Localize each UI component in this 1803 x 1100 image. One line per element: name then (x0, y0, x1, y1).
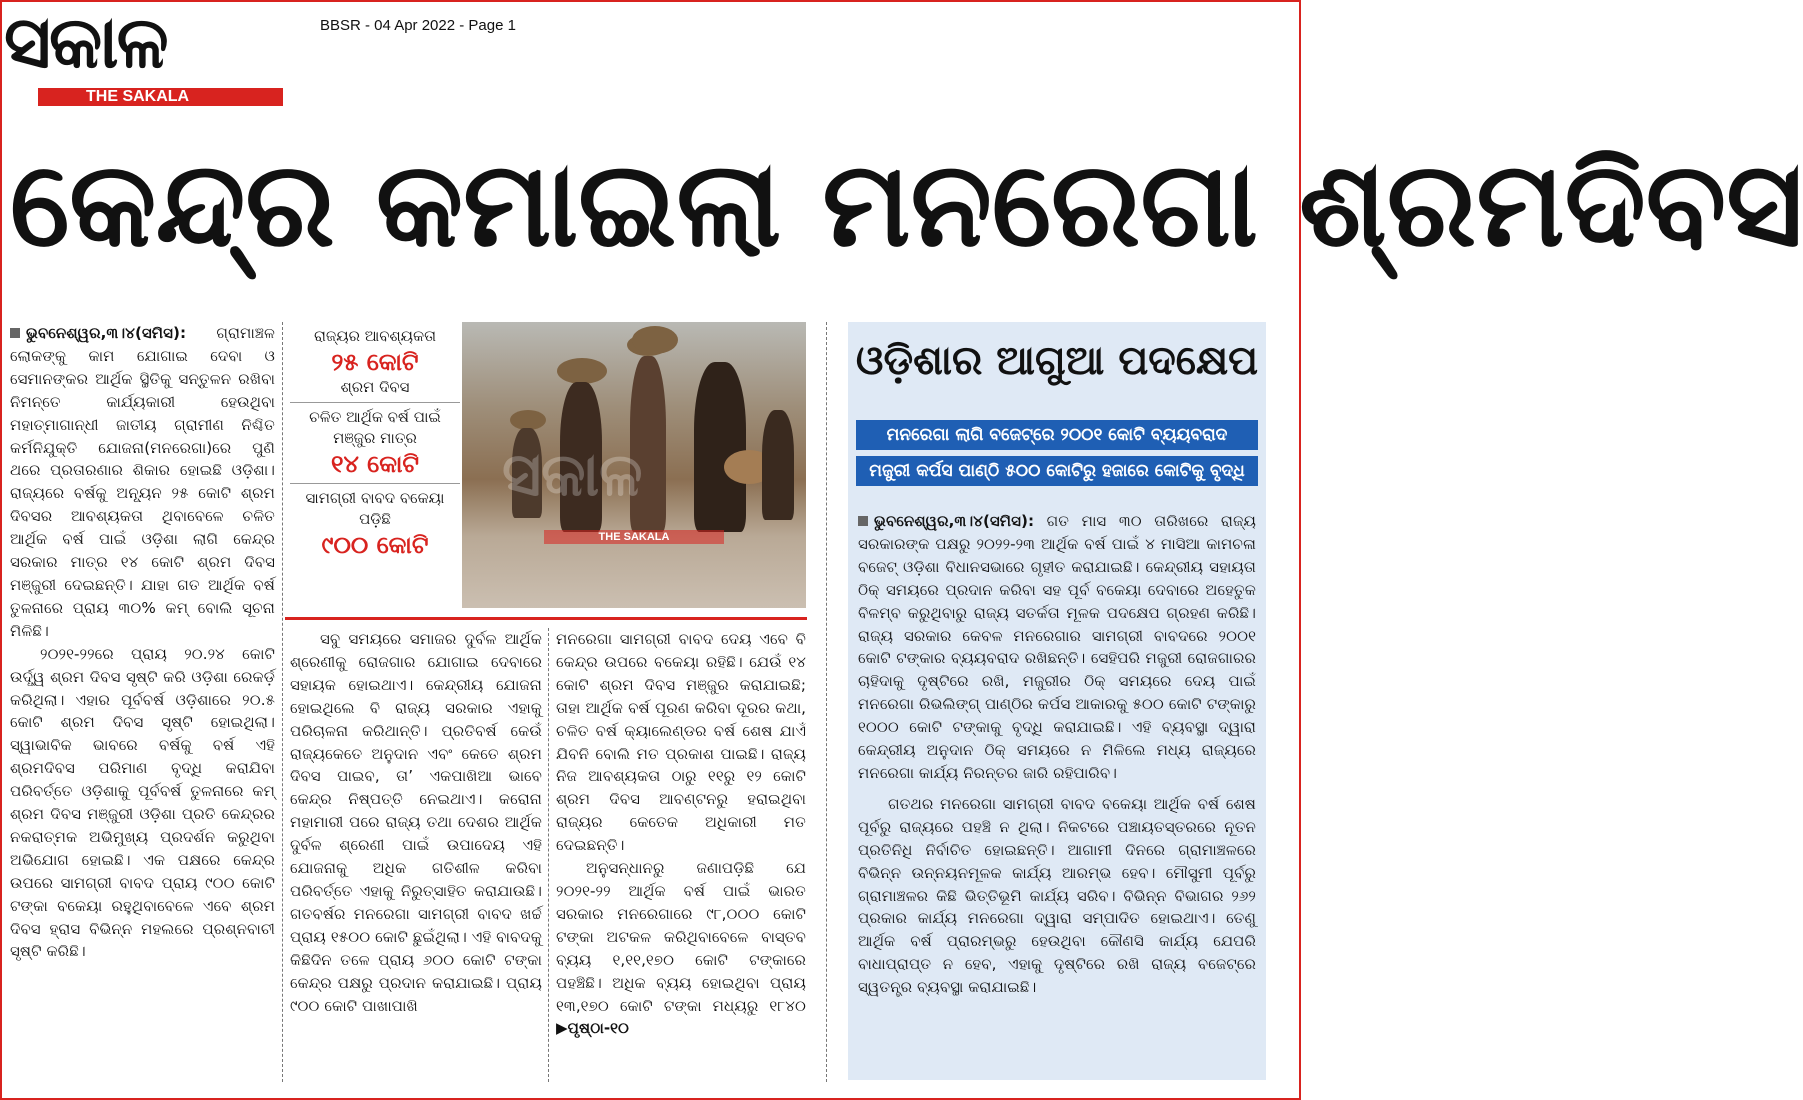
stat-value: ୯୦୦ କୋଟି (321, 531, 429, 559)
section-rule (285, 617, 807, 620)
sidebar-paragraph (858, 510, 1256, 785)
story-paragraph (10, 322, 275, 643)
sidebar-box (848, 322, 1266, 1080)
stat-requirement (290, 322, 460, 403)
logo-subtitle: THE SAKALA (86, 88, 190, 105)
story-paragraph: ୨୦୨୧-୨୨ରେ ପ୍ରାୟ ୨୦.୨୪ କୋଟି ଉର୍ଦ୍ଧ୍ୱ ଶ୍ରମ ଦିବସ ସୃଷ୍ଟି କରି ଓଡ଼ିଶା ରେକର୍ଡ଼ କରିଥିଲା। ଏହାର ପୂର୍ବବର୍ଷ ଓଡ଼ିଶାରେ ୨୦.୫ କୋଟି ଶ୍ରମ ଦିବସ ସୃଷ୍ଟି ହୋଇଥିଲା। ସ୍ୱାଭାବିକ ଭାବରେ ବର୍ଷକୁ ବର୍ଷ ଏହି ଶ୍ରମଦିବସ ପରିମାଣ ବୃଦ୍ଧି କରାଯିବା ପରିବର୍ତ୍ତେ ଓଡ଼ିଶାକୁ ପୂର୍ବବର୍ଷ ତୁଳନାରେ କମ୍ ଶ୍ରମ ଦିବସ ମଞ୍ଜୁରୀ ଓଡ଼ିଶା ପ୍ରତି କେନ୍ଦ୍ରର ନକରାତ୍ମକ ଅଭିମୁଖ୍ୟ ପ୍ରଦର୍ଶନ କରୁଥିବା ଅଭିଯୋଗ ହୋଇଛି। ଏକ ପକ୍ଷରେ କେନ୍ଦ୍ର ଉପରେ ସାମଗ୍ରୀ ବାବଦ ପ୍ରାୟ ୯୦୦ କୋଟି ଟଙ୍କା ବକେୟା ରହୁଥିବାବେଳେ ଏବେ ଶ୍ରମ ଦିବସ ହ୍ରାସ ବିଭିନ୍ନ ମହଲରେ ପ୍ରଶ୍ନବାଚୀ ସୃଷ୍ଟି କରିଛି। (10, 644, 275, 961)
column-divider (548, 628, 549, 1082)
story-column-2 (290, 628, 542, 1082)
stat-label: ରାଜ୍ୟର ଆବଶ୍ୟକତା (313, 327, 437, 345)
stat-value: ୧୪ କୋଟି (330, 450, 420, 478)
stat-sanctioned (290, 403, 460, 484)
stats-panel (290, 322, 460, 608)
logo-wordmark: ସକାଳ (4, 0, 167, 84)
stat-unit: ଶ୍ରମ ଦିବସ (340, 378, 410, 396)
story-column-3 (556, 628, 806, 1082)
photo-watermark-subtitle: THE SAKALA (544, 530, 724, 544)
story-text: ଗ୍ରାମାଞ୍ଚଳ ଲୋକଙ୍କୁ କାମ ଯୋଗାଇ ଦେବା ଓ ସେମାନଙ୍କର ଆର୍ଥିକ ସ୍ଥିତିକୁ ସନ୍ତୁଳନ ରଖିବା ନିମନ୍ତେ କାର୍ଯ୍ୟକାରୀ ହେଉଥିବା ମହାତ୍ମାଗାନ୍ଧୀ ଜାତୀୟ ଗ୍ରାମୀଣ ନିଶ୍ଚିତ କର୍ମନିଯୁକ୍ତି ଯୋଜନା(ମନରେଗା)ରେ ପୁଣି ଥରେ ପ୍ରତାରଣାର ଶିକାର ହୋଇଛି ଓଡ଼ିଶା। ରାଜ୍ୟରେ ବର୍ଷକୁ ଅନ୍ୟୂନ ୨୫ କୋଟି ଶ୍ରମ ଦିବସର ଆବଶ୍ୟକତା ଥିବାବେଳେ ଚଳିତ ଆର୍ଥିକ ବର୍ଷ ପାଇଁ ଓଡ଼ିଶା ଲାଗି କେନ୍ଦ୍ର ସରକାର ମାତ୍ର ୧୪ କୋଟି ଶ୍ରମ ଦିବସ ମଞ୍ଜୁରୀ ଦେଇଛନ୍ତି। ଯାହା ଗତ ଆର୍ଥିକ ବର୍ଷ ତୁଳନାରେ ପ୍ରାୟ ୩୦% କମ୍ ବୋଲି ସୂଚନା ମିଳିଛି। (10, 324, 275, 640)
sidebar-dateline: ଭୁବନେଶ୍ୱର,୩।୪(ସମିସ): (874, 512, 1035, 530)
bullet-square-icon (858, 516, 868, 526)
dateline: ଭୁବନେଶ୍ୱର,୩।୪(ସମିସ): (26, 324, 187, 342)
photo-worker (762, 410, 794, 520)
sidebar-text-body: ଗତ ମାସ ୩୦ ତାରିଖରେ ରାଜ୍ୟ ସରକାରଙ୍କ ପକ୍ଷରୁ ୨୦୨୨-୨୩ ଆର୍ଥିକ ବର୍ଷ ପାଇଁ ୪ ମାସିଆ କାମଚଳା ବଜେଟ୍ ଓଡ଼ିଶା ବିଧାନସଭାରେ ଗୃହୀତ କରାଯାଇଛି। କେନ୍ଦ୍ରୀୟ ସହାୟତା ଠିକ୍ ସମୟରେ ପ୍ରଦାନ କରିବା ସହ ପୂର୍ବ ବକେୟା ଦେବାରେ ଅହେତୁକ ବିଳମ୍ବ କରୁଥିବାରୁ ରାଜ୍ୟ ସତର୍କତା ମୂଳକ ପଦକ୍ଷେପ ଗ୍ରହଣ କରିଛି। ରାଜ୍ୟ ସରକାର କେବଳ ମନରେଗାର ସାମଗ୍ରୀ ବାବଦରେ ୨୦୦୧ କୋଟି ଟଙ୍କାର ବ୍ୟୟବରାଦ ରଖିଛନ୍ତି। ସେହିପରି ମଜୁରୀ ରୋଜଗାରର ଚାହିଦାକୁ ଦୃଷ୍ଟିରେ ରଖି, ମଜୁରୀର ଠିକ୍ ସମୟରେ ଦେୟ ପାଇଁ ମନରେଗା ରିଭଲିଙ୍ଗ୍ ପାଣ୍ଠିର କର୍ପସ ଆକାରକୁ ୫୦୦ କୋଟି ଟଙ୍କାରୁ ୧୦୦୦ କୋଟି ଟଙ୍କାକୁ ବୃଦ୍ଧି କରାଯାଇଛି। ଏହି ବ୍ୟବସ୍ଥା ଦ୍ୱାରା କେନ୍ଦ୍ରୀୟ ଅନୁଦାନ ଠିକ୍ ସମୟରେ ନ ମିଳିଲେ ମଧ୍ୟ ରାଜ୍ୟରେ ମନରେଗା କାର୍ଯ୍ୟ ନିରନ୍ତର ଜାରି ରହିପାରିବ। (858, 512, 1256, 782)
photo-basket (510, 410, 546, 430)
photo-worker (694, 362, 746, 532)
news-photo (462, 322, 806, 608)
story-text: ଅନୁସନ୍ଧାନରୁ ଜଣାପଡ଼ିଛି ଯେ ୨୦୨୧-୨୨ ଆର୍ଥିକ ବର୍ଷ ପାଇଁ ଭାରତ ସରକାର ମନରେଗାରେ ୯୮,୦୦୦ କୋଟି ଟଙ୍କା ଅଟକଳ କରିଥିବାବେଳେ ବାସ୍ତବ ବ୍ୟୟ ୧,୧୧,୧୭୦ କୋଟି ଟଙ୍କାରେ ପହଞ୍ଚିଛି। ଅଧିକ ବ୍ୟୟ ହୋଇଥିବା ପ୍ରାୟ ୧୩,୧୭୦ କୋଟି ଟଙ୍କା ମଧ୍ୟରୁ ୧୮୪୦ (556, 859, 806, 1015)
masthead-logo (4, 0, 304, 105)
sidebar-banner-2: ମଜୁରୀ କର୍ପସ ପାଣ୍ଠି ୫୦୦ କୋଟିରୁ ହଜାରେ କୋଟିକୁ ବୃଦ୍ଧି (856, 456, 1258, 486)
column-divider (826, 322, 827, 1082)
column-divider (282, 322, 283, 1082)
sidebar-paragraph: ଗତଥର ମନରେଗା ସାମଗ୍ରୀ ବାବଦ ବକେୟା ଆର୍ଥିକ ବର୍ଷ ଶେଷ ପୂର୍ବରୁ ରାଜ୍ୟରେ ପହଞ୍ଚି ନ ଥିଲା। ନିକଟରେ ପଞ୍ଚାୟତସ୍ତରରେ ନୂତନ ପ୍ରତିନିଧି ନିର୍ବାଚିତ ହୋଇଛନ୍ତି। ଆଗାମୀ ଦିନରେ ଗ୍ରାମାଞ୍ଚଳରେ ବିଭିନ୍ନ ଉନ୍ନୟନମୂଳକ କାର୍ଯ୍ୟ ଆରମ୍ଭ ହେବ। ମୌସୁମୀ ପୂର୍ବରୁ ଗ୍ରାମାଞ୍ଚଳର କିଛି ଭିତ୍ତିଭୂମି କାର୍ଯ୍ୟ ସରିବ। ବିଭିନ୍ନ ବିଭାଗର ୨୬୨ ପ୍ରକାର କାର୍ଯ୍ୟ ମନରେଗା ଦ୍ୱାରା ସମ୍ପାଦିତ ହୋଇଥାଏ। ତେଣୁ ଆର୍ଥିକ ବର୍ଷ ପ୍ରାରମ୍ଭରୁ ହେଉଥିବା କୌଣସି କାର୍ଯ୍ୟ ଯେପରି ବାଧାପ୍ରାପ୍ତ ନ ହେବ, ଏହାକୁ ଦୃଷ୍ଟିରେ ରଖି ରାଜ୍ୟ ବଜେଟ୍‌ରେ ସ୍ୱତନ୍ତ୍ର ବ୍ୟବସ୍ଥା କରାଯାଇଛି। (858, 794, 1256, 997)
stat-label: ଚଳିତ ଆର୍ଥିକ ବର୍ଷ ପାଇଁ ମଞ୍ଜୁର ମାତ୍ର (309, 408, 441, 447)
photo-basket (632, 326, 678, 354)
continued-page-link[interactable]: ▶ପୃଷ୍ଠା-୧୦ (556, 1019, 630, 1038)
sidebar-text (858, 510, 1256, 1070)
photo-basket (557, 358, 607, 384)
stat-label: ସାମଗ୍ରୀ ବାବଦ ବକେୟା ପଡ଼ିଛି (305, 489, 445, 528)
story-paragraph (556, 857, 806, 1040)
photo-watermark: ସକାଳ (502, 440, 643, 510)
edition-line: BBSR - 04 Apr 2022 - Page 1 (320, 17, 516, 34)
story-column-1 (10, 322, 275, 1082)
stat-value: ୨୫ କୋଟି (331, 348, 419, 376)
stat-dues (290, 484, 460, 564)
sidebar-banner-1: ମନରେଗା ଲାଗି ବଜେଟ୍‌ରେ ୨୦୦୧ କୋଟି ବ୍ୟୟବରାଦ (856, 420, 1258, 450)
bullet-square-icon (10, 328, 20, 338)
sidebar-title: ଓଡ଼ିଶାର ଆଗୁଆ ପଦକ୍ଷେପ (855, 338, 1259, 384)
story-paragraph: ମନରେଗା ସାମଗ୍ରୀ ବାବଦ ଦେୟ ଏବେ ବି କେନ୍ଦ୍ର ଉପରେ ବକେୟା ରହିଛି। ଯେଉଁ ୧୪ କୋଟି ଶ୍ରମ ଦିବସ ମଞ୍ଜୁର କରାଯାଇଛି; ତାହା ଆର୍ଥିକ ବର୍ଷ ପୂରଣ କରିବା ଦୂରର କଥା, ଚଳିତ ବର୍ଷ କ୍ୟାଲେଣ୍ଡର ବର୍ଷ ଶେଷ ଯାଏଁ ଯିବନି ବୋଲି ମତ ପ୍ରକାଶ ପାଇଛି। ରାଜ୍ୟ ନିଜ ଆବଶ୍ୟକତା ଠାରୁ ୧୧ରୁ ୧୨ କୋଟି ଶ୍ରମ ଦିବସ ଆବଣ୍ଟନରୁ ହରାଇଥିବା ରାଜ୍ୟର କେତେକ ଅଧିକାରୀ ମତ ଦେଇଛନ୍ତି। (556, 630, 806, 855)
story-paragraph: ସବୁ ସମୟରେ ସମାଜର ଦୁର୍ବଳ ଆର୍ଥିକ ଶ୍ରେଣୀକୁ ରୋଜଗାର ଯୋଗାଇ ଦେବାରେ ସହାୟକ ହୋଇଥାଏ। କେନ୍ଦ୍ରୀୟ ଯୋଜନା ହୋଇଥିଲେ ବି ରାଜ୍ୟ ସରକାର ଏହାକୁ ପରିଚାଳନା କରିଥାନ୍ତି। ପ୍ରତିବର୍ଷ କେଉଁ ରାଜ୍ୟକେତେ ଅନୁଦାନ ଏବଂ କେତେ ଶ୍ରମ ଦିବସ ପାଇବ, ତା’ ଏକପାଖିଆ ଭାବେ କେନ୍ଦ୍ର ନିଷ୍ପତ୍ତି ନେଇଥାଏ। କରୋନା ମହାମାରୀ ପରେ ରାଜ୍ୟ ତଥା ଦେଶର ଆର୍ଥିକ ଦୁର୍ବଳ ଶ୍ରେଣୀ ପାଇଁ ଉପାଦେୟ ଏହି ଯୋଜନାକୁ ଅଧିକ ଗତିଶୀଳ କରିବା ପରିବର୍ତ୍ତେ ଏହାକୁ ନିରୁତ୍ସାହିତ କରାଯାଉଛି। ଗତବର୍ଷର ମନରେଗା ସାମଗ୍ରୀ ବାବଦ ଖର୍ଚ୍ଚ ପ୍ରାୟ ୧୫୦୦ କୋଟି ଛୁଇଁଥିଲା। ଏହି ବାବଦକୁ କିଛିଦିନ ତଳେ ପ୍ରାୟ ୬୦୦ କୋଟି ଟଙ୍କା କେନ୍ଦ୍ର ପକ୍ଷରୁ ପ୍ରଦାନ କରାଯାଇଛି। ପ୍ରାୟ ୯୦୦ କୋଟି ପାଖାପାଖି (290, 630, 542, 1015)
main-headline: କେନ୍ଦ୍ର କମାଇଲା ମନରେଗା ଶ୍ରମଦିବସ (10, 135, 1803, 273)
